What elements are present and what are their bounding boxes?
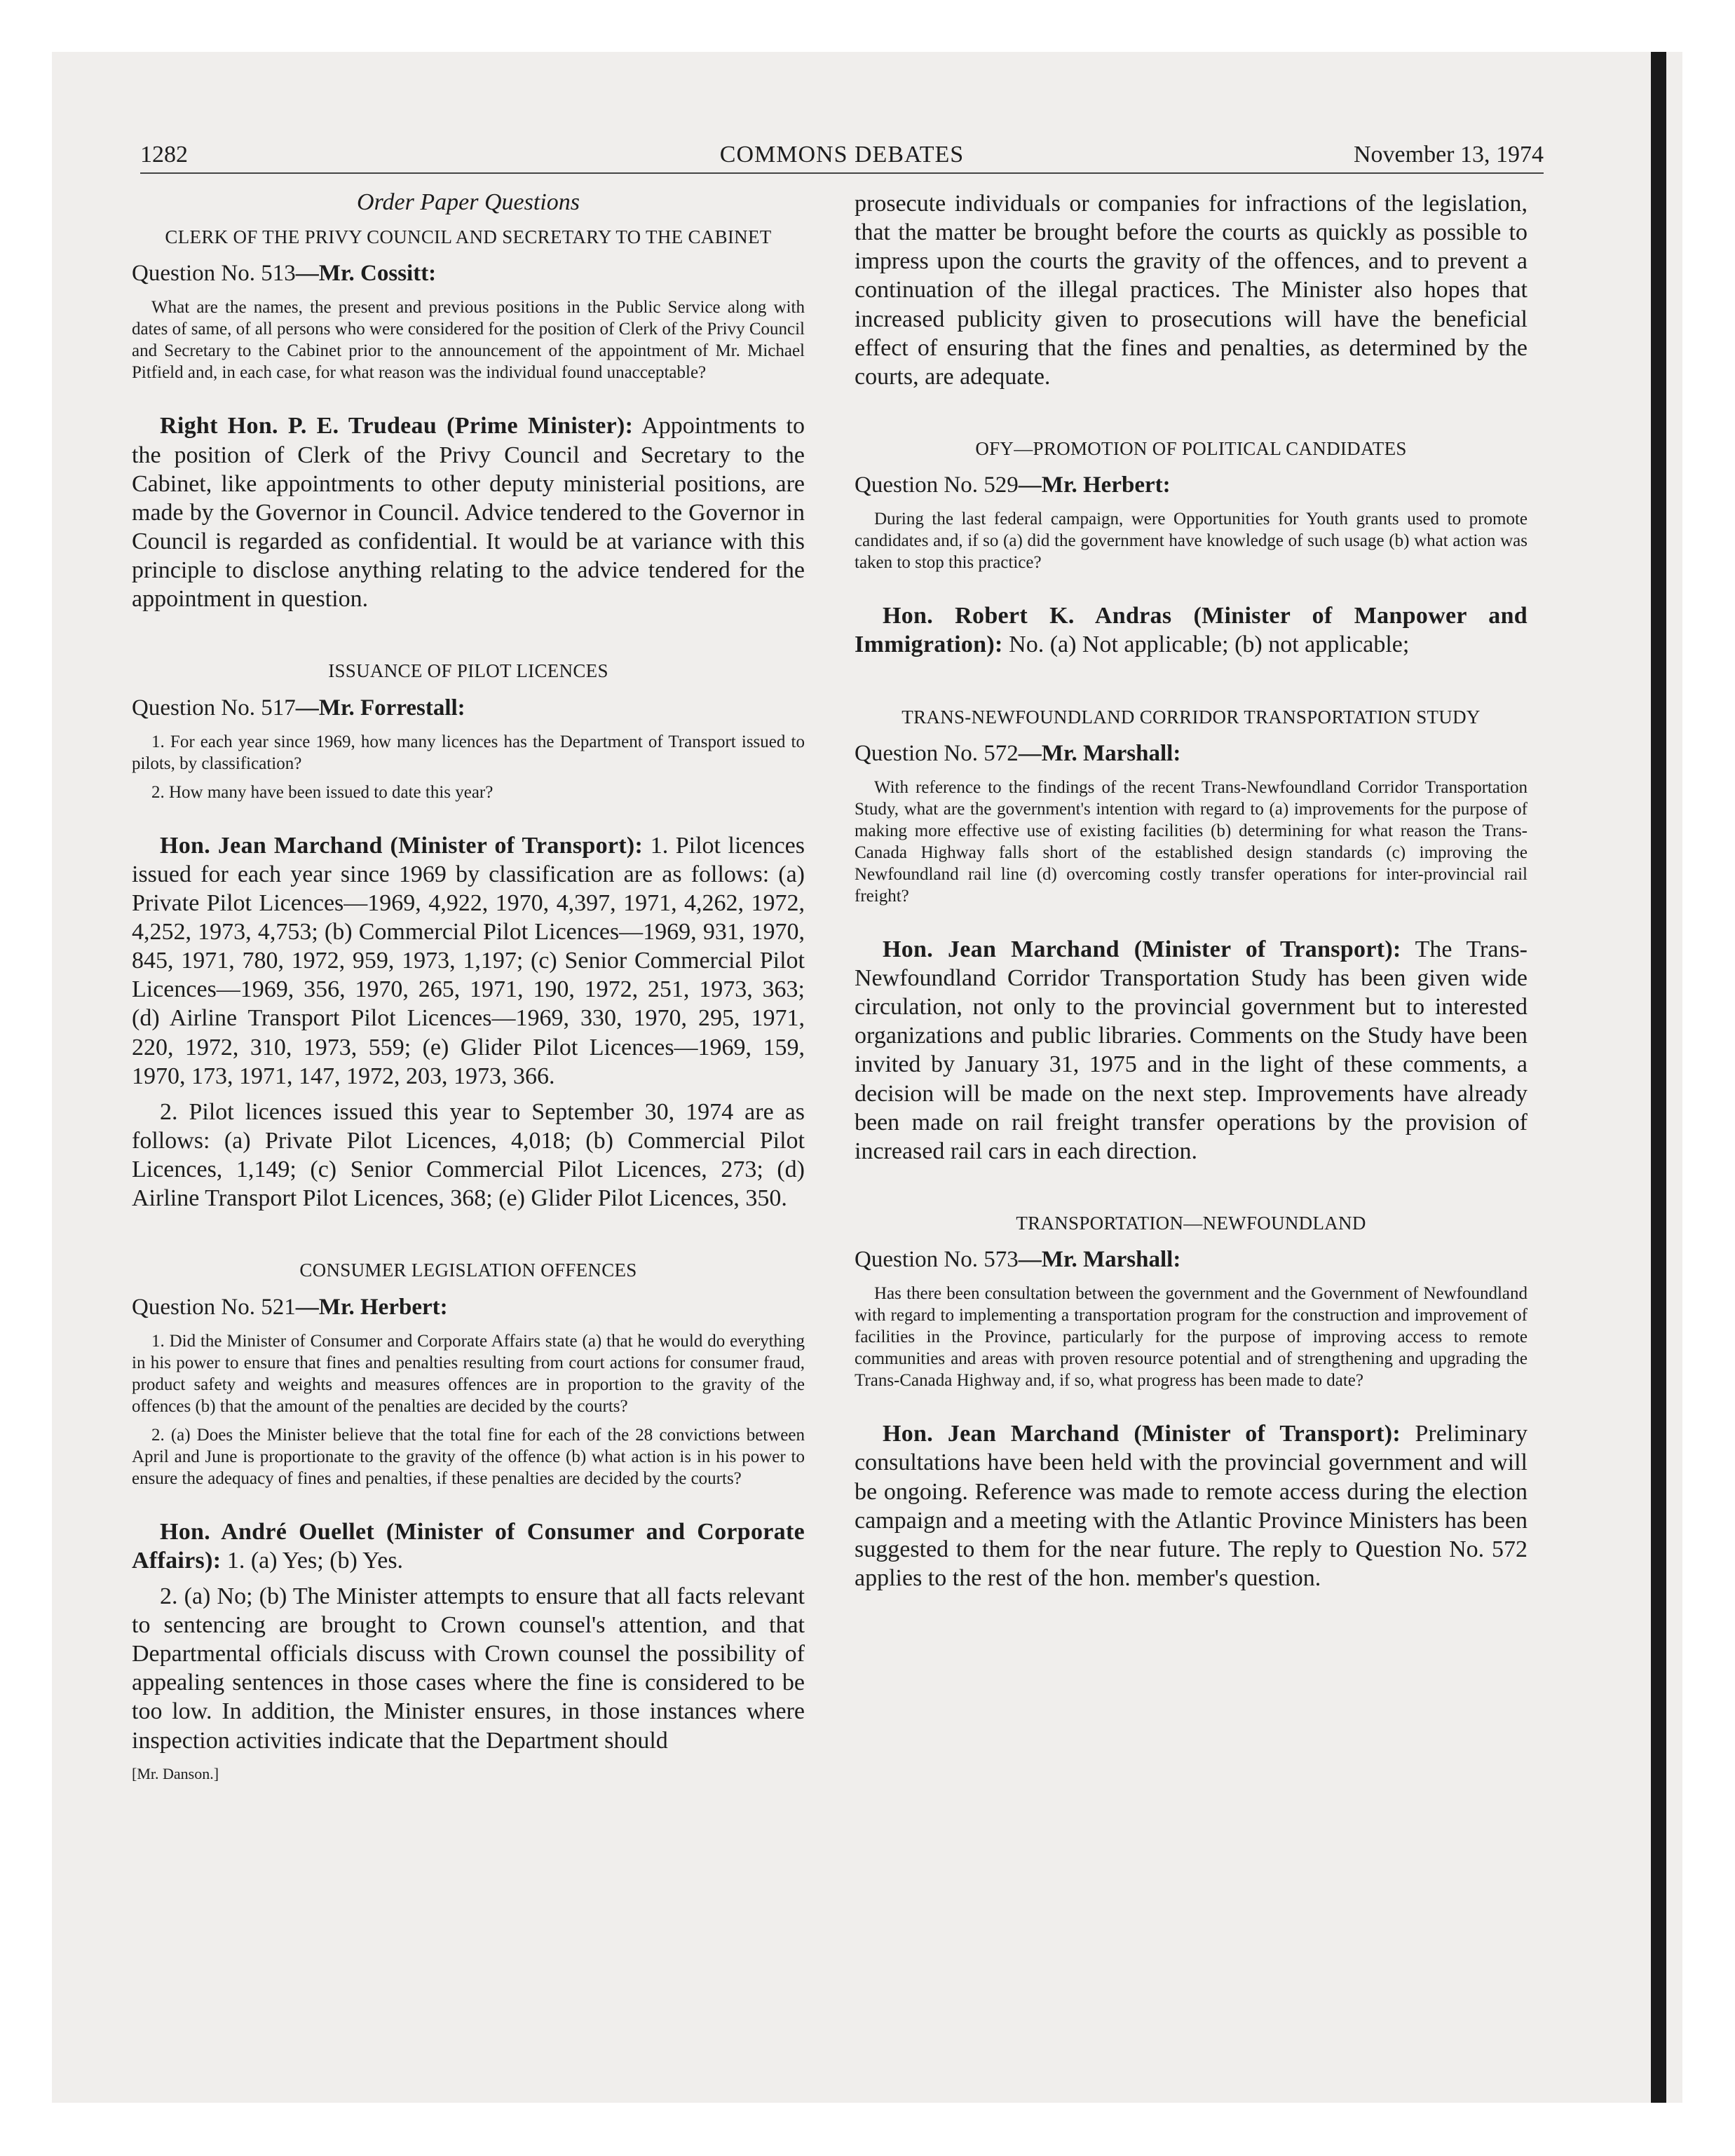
question-number-line: [855, 741, 1528, 767]
question-text: Has there been consultation between the government and the Government of Newfoundland with regard to implementing a transportation program for the construction and improvement of facilities in the Province, particularly for the purpose of improving access to remote communities and areas with proven resource potential and of strengthening and upgrading the Trans-Canada Highway and, if so, what progress has been made to date?: [855, 1284, 1528, 1391]
answer-text: 1. (a) Yes; (b) Yes.: [221, 1547, 404, 1574]
page-edge-bar: [1651, 52, 1666, 2103]
question-heading: CLERK OF THE PRIVY COUNCIL AND SECRETARY TO THE CABINET: [165, 226, 772, 247]
answer-paragraph: [855, 935, 1528, 1166]
question-heading: CONSUMER LEGISLATION OFFENCES: [299, 1260, 637, 1281]
question-number-line: [855, 1247, 1528, 1273]
speaker-name: Hon. Robert K. Andras (Minister of Manpower and Immigration):: [855, 603, 1528, 658]
continued-answer-text: prosecute individuals or companies for infractions of the legislation, that the matter be brought before the courts as quickly as possible to impress upon the courts the gravity of the offences, and to prevent a continuation of the illegal practices. The Minister also hopes that increased publicity given to prosecutions will have the beneficial effect of ensuring that the fines and penalties, as determined by the courts, are adequate.: [855, 191, 1528, 390]
question-text-part-1: 1. For each year since 1969, how many licences has the Department of Transport issued to pilots, by classification?: [132, 732, 805, 773]
question-heading: ISSUANCE OF PILOT LICENCES: [328, 660, 608, 682]
question-heading: TRANS-NEWFOUNDLAND CORRIDOR TRANSPORTATION STUDY: [901, 706, 1481, 728]
speaker-name: Hon. Jean Marchand (Minister of Transport):: [883, 1421, 1401, 1447]
page-number: 1282: [140, 142, 188, 168]
question-number-line: [132, 1295, 805, 1321]
question-529-block: [855, 437, 1528, 660]
publication-title: COMMONS DEBATES: [719, 142, 965, 168]
running-head: [140, 137, 1544, 174]
right-column: [855, 189, 1528, 1599]
speaker-name: Hon. Jean Marchand (Minister of Transport):: [883, 936, 1401, 962]
answer-paragraph: [855, 1419, 1528, 1592]
footer-note: [Mr. Danson.]: [132, 1764, 219, 1782]
question-heading: TRANSPORTATION—NEWFOUNDLAND: [1016, 1212, 1366, 1234]
answer-text: 1. Pilot licences issued for each year since 1969 by classification are as follows: (a) Private Pilot Licences—1969, 4,922, 1970, 4,397, 1971, 4,262, 1972, 4,252, 1973, 4,753; (b) Commercial Pilot Licences—1969, 931, 1970, 845, 1971, 780, 1972, 959, 1973, 1,197; (c) Senior Commercial Pilot Licences—1969, 356, 1970, 265, 1971, 190, 1972, 251, 1973, 363; (d) Airline Transport Pilot Licences—1969, 330, 1970, 295, 1971, 220, 1972, 310, 1973, 559; (e) Glider Pilot Licences—1969, 159, 1970, 173, 1971, 147, 1972, 203, 1973, 366.: [132, 832, 805, 1089]
question-573-block: [855, 1212, 1528, 1592]
answer-text: The Trans-Newfoundland Corridor Transportation Study has been given wide circulation, not only to the provincial government but to interested organizations and public libraries. Comments on the Study have been invited by January 31, 1975 and in the light of these comments, a decision will be made on the next step. Improvements have already been made on rail freight transfer operations by the provision of increased rail cars in each direction.: [855, 936, 1528, 1164]
section-title: Order Paper Questions: [357, 189, 580, 215]
answer-paragraph-2: 2. Pilot licences issued this year to September 30, 1974 are as follows: (a) Private Pilot Licences, 4,018; (b) Commercial Pilot Licences, 1,149; (c) Senior Commercial Pilot Licences, 273; (d) Airline Transport Pilot Licences, 368; (e) Glider Pilot Licences, 350.: [132, 1098, 805, 1212]
answer-paragraph: [132, 411, 805, 613]
question-text-part-2: 2. How many have been issued to date this year?: [151, 782, 494, 802]
question-number: Question No. 573: [855, 1247, 1019, 1273]
question-asker: —Mr. Marshall:: [1018, 740, 1181, 766]
answer-paragraph: [132, 1517, 805, 1575]
question-text-part-2: 2. (a) Does the Minister believe that the total fine for each of the 28 convictions between April and June is proportionate to the gravity of the offence (b) what action is in his power to ensure the adequacy of fines and penalties, if these penalties are decided by the courts?: [132, 1425, 805, 1488]
question-517-block: [132, 660, 805, 1213]
question-text: What are the names, the present and previous positions in the Public Service along with dates of same, of all persons who were considered for the position of Clerk of the Privy Council and Secretary to the Cabinet prior to the announcement of the appointment of Mr. Michael Pitfield and, in each case, for what reason was the individual found unacceptable?: [132, 298, 805, 383]
question-asker: —Mr. Forrestall:: [295, 695, 465, 721]
question-heading: OFY—PROMOTION OF POLITICAL CANDIDATES: [975, 437, 1407, 459]
question-513-block: [132, 226, 805, 613]
question-521-block: [132, 1259, 805, 1754]
left-column: [132, 189, 805, 1799]
question-number-line: [132, 261, 805, 287]
answer-text: Preliminary consultations have been held with the provincial government and will be ongoing. Reference was made to remote access during the election campaign and a meeting with the Atlantic Province Ministers has been suggested to them for the near future. The reply to Question No. 572 applies to the rest of the hon. member's question.: [855, 1421, 1528, 1591]
question-text: During the last federal campaign, were Opportunities for Youth grants used to promote candidates and, if so (a) did the government have knowledge of such usage (b) what action was taken to stop this practice?: [855, 510, 1528, 573]
question-text-part-1: 1. Did the Minister of Consumer and Corporate Affairs state (a) that he would do everything in his power to ensure that fines and penalties resulting from court actions for consumer fraud, product safety and weights and measures offences are in proportion to the gravity of the offences (b) that the amount of the penalties are decided by the courts?: [132, 1331, 805, 1416]
answer-paragraph-2: 2. (a) No; (b) The Minister attempts to ensure that all facts relevant to sentencing are brought to Crown counsel's attention, and that Departmental officials discuss with Crown counsel the possibility of appealing sentences in those cases where the fine is considered to be too low. In addition, the Minister ensures, in those instances where inspection activities indicate that the Department should: [132, 1583, 805, 1754]
answer-text: Appointments to the position of Clerk of the Privy Council and Secretary to the Cabinet, like appointments to other deputy ministerial positions, are made by the Governor in Council. Advice tendered to the Governor in Council is regarded as confidential. It would be at variance with this principle to disclose anything relating to the advice tendered for the appointment in question.: [132, 413, 805, 613]
issue-date: November 13, 1974: [1353, 142, 1544, 168]
question-asker: —Mr. Marshall:: [1018, 1247, 1181, 1273]
answer-text: No. (a) Not applicable; (b) not applicable;: [1002, 632, 1410, 658]
question-number: Question No. 521: [132, 1294, 296, 1320]
question-number-line: [132, 695, 805, 721]
answer-paragraph: [855, 601, 1528, 659]
question-number: Question No. 513: [132, 261, 296, 287]
question-number: Question No. 529: [855, 472, 1019, 498]
question-number-line: [855, 472, 1528, 498]
question-number: Question No. 517: [132, 695, 296, 721]
speaker-name: Hon. André Ouellet (Minister of Consumer and Corporate Affairs):: [132, 1518, 805, 1574]
question-asker: —Mr. Cossitt:: [295, 261, 437, 287]
speaker-name: Hon. Jean Marchand (Minister of Transport):: [160, 832, 644, 859]
question-572-block: [855, 706, 1528, 1166]
speaker-name: Right Hon. P. E. Trudeau (Prime Minister):: [160, 413, 634, 439]
question-asker: —Mr. Herbert:: [295, 1294, 448, 1320]
question-number: Question No. 572: [855, 740, 1019, 766]
question-asker: —Mr. Herbert:: [1018, 472, 1171, 498]
question-text: With reference to the findings of the recent Trans-Newfoundland Corridor Transportation Study, what are the government's intention with regard to (a) improvements for the purpose of making more effective use of existing facilities (b) determining for what reason the Trans-Canada Highway falls short of the established design standards (c) improving the Newfoundland rail line (d) overcoming costly transfer operations for inter-provincial rail freight?: [855, 777, 1528, 906]
answer-paragraph: [132, 831, 805, 1091]
